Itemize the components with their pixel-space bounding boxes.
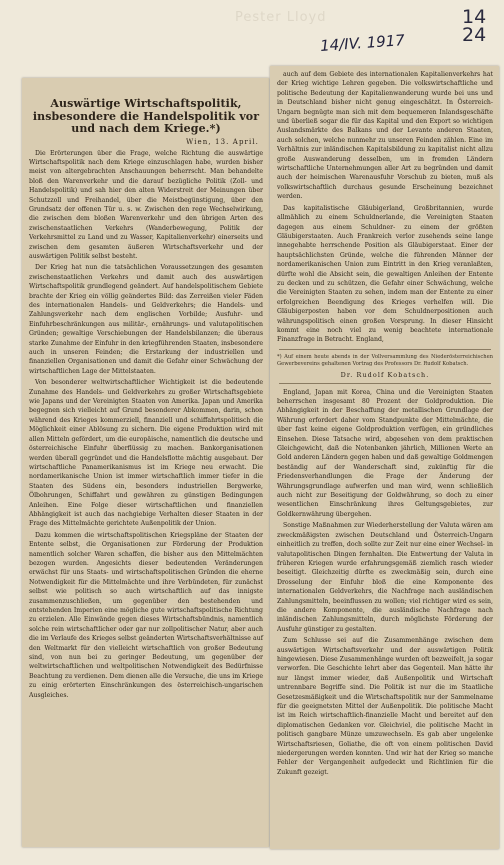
footnote: *) Auf einem heute abends in der Vollversammlung des Niederösterreichischen Gewerbevereins gehaltenen Vortrag des Professors Dr. Rudolf Kobatsch. <box>277 353 493 368</box>
clipping-left-column <box>22 78 269 847</box>
paragraph: Dazu kommen die wirtschaftspolitischen Kriegspläne der Staaten der Entente selbst, die Organisationen zur Förderung der Produktion namentlich solcher Waren schaffen, die bisher aus den Mittelmächten bezogen wurden. Angesichts dieser bedeutenden Veränderungen erwächst für uns Staats- und wirtschaftspolitischen Gründen die eherne Notwendigkeit für die Mittelmächte und ihre Verbündeten, für zunächst selbst wie politisch so auch wirtschaftlich auf das innigste zusammenzuschließen, um gegenüber den bestehenden und entstehenden Imperien eine mögliche gute wirtschaftspolitische Richtung zu erzielen. Alle Einwände gegen dieses Wirtschaftsbündnis, namentlich solche rein wirtschaftlicher oder gar nur zollpolitischer Natur, aber auch die im Verlaufe des Krieges selbst geänderten Wirtschaftsverhältnisse auf den Weltmarkt für den vielleicht wirtschaftlich von großer Bedeutung sind, von nun bei zu geringer Bedeutung, um gegenüber der weltwirtschaftlichen und weltpolitischen Notwendigkeit des Bedürfnisse Beachtung zu verdienen. Dem dienen alle die Versuche, die uns im Kriege zu einig erörterten Einschränkungen des österreichisch-ungarischen Ausgleiches. <box>29 531 263 699</box>
paragraph: Die Erörterungen über die Frage, welche Richtung die auswärtige Wirtschaftspolitik nach dem Kriege einzuschlagen habe, wurden bisher meist von altergebrachten Anschauungen beherrscht. Man behandelte bloß den Warenverkehr und die darauf bezügliche Politik (Zoll- und Handelspolitik) und sah hier den alten Widerstreit der Meinungen über Schutzzoll und Freihandel, über die Meistbegünstigung, über den Grundsatz der offenen Tür u. s. w. Zwischen den rege Wechselwirkung, die zwischen dem bloßen Warenverkehr und den übrigen Arten des zwischenstaatlichen Verkehrs (Wanderbewegung, Politik der Verkehrsmittel zu Land und zu Wasser, Kapitalienverkehr) einerseits und zwischen dem gesamten äußeren Wirtschaftsverkehr und der auswärtigen Politik selbst besteht. <box>29 149 263 260</box>
paragraph: Zum Schlusse sei auf die Zusammenhänge zwischen dem auswärtigen Wirtschaftsverkehr und der auswärtigen Politik hingewiesen. Diese Zusammenhänge wurden oft bezweifelt, ja sogar verworfen. Die Geschichte lehrt aber das Gegenteil. Man hätte ihr nur längst immer wieder, daß Außenpolitik und Wirtschaft untrennbare Begriffe sind. Die Politik ist nur die im Staatliche Gesetzesmäßigkeit und die Wirtschaftspolitik nur der Sammelname für die geeignetsten Mittel der Außenpolitik. Die politische Macht ist im Reich wirtschaftlich-finanzielle Macht und bereitet auf den diplomatischen Gedanken vor. Gleichviel, die politische Macht in politisch gangbare Münze umzuwechseln. Es gab aber ungelenke Wirtschaftsriesen, Goliathe, die oft von einem politischen David niedergerungen werden konnten. Und wir hat der Krieg so manche Fehler der Vergangenheit aufgedeckt und Richtlinien für die Zukunft gezeigt. <box>277 637 493 776</box>
dateline: Wien, 13. April. <box>186 137 259 146</box>
footnote-divider <box>279 349 491 350</box>
handwritten-date: 14/IV. 1917 <box>319 31 406 55</box>
section-divider <box>279 383 491 384</box>
paragraph: Von besonderer weltwirtschaftlicher Wichtigkeit ist die bedeutende Zunahme des Handels- und Geldverkehrs zu großer Wirtschaftsgebiete wie Japans und der Vereinigten Staaten von Amerika. Japan und Amerika begegnen sich vielleicht auf Grund besonderer Abkommen, darin, schon während des Krieges kommerziell, finanziell und schiffahrtspolitisch die Möglichkeit einer Ablösung zu sichern. Die eigene Produktion wird mit allen Mitteln gefördert, um die europäische, namentlich die deutsche und österreichische Einfuhr überflüssig zu machen. Bankorganisationen werden überall gegründet und die Handelsflotte mächtig ausgebaut. Der wirtschaftliche Panamerikanismus ist im Kriege neu erwacht. Die nordamerikanische Union ist immer wirtschaftlich immer tiefer in die Staaten des Südens ein, besonders industriellen Bergwerke, Ölbohrungen, Schiffahrt und gewähren zu günstigen Bedingungen Anleihen. Eine Folge dieser wirtschaftlichen und finanziellen Abhängigkeit ist auch das nachgiebige Verhalten dieser Staaten in der Frage des Mittelmächte gerichtete Außenpolitik der Union. <box>29 379 263 528</box>
paragraph: Das kapitalistische Gläubigerland, Großbritannien, wurde allmählich zu einem Schuldnerlande, die Vereinigten Staaten dagegen aus einem Schuldner- zu einem der größten Gläubigerstaaten. Auch Frankreich verlor zusehends seine lange innegehabte herrschende Position als Gläubigerstaat. Einer der hauptsächlichsten Gründe, welche die führenden Männer der nordamerikanischen Union zum Eintritt in den Krieg veranlaßten, dürfte wohl die Absicht sein, die gewaltigen Anleihen der Entente zu decken und zu schützen, die Gefahr einer Schwächung, welche die Vereinigten Staaten zu sehen, indem man der Entente zu einer erfolgreichen Beendigung des Krieges verhelfen will. Die Gläubigerposten haben vor dem Schuldnerpositionen auch währungspolitisch einen großen Vorsprung. In dieser Hinsicht kommt eine noch viel zu wenig beachtete internationale Finanzfrage in Betracht. England, <box>277 204 493 344</box>
article-headline: Auswärtige Wirtschaftspolitik, insbesondere die Handelspolitik vor und nach dem Kriege.*) <box>32 97 260 135</box>
author-signature: Dr. Rudolf Kobatsch. <box>340 370 430 379</box>
handwritten-number: 14 24 <box>462 6 487 46</box>
paragraph: auch auf dem Gebiete des internationalen Kapitalienverkehrs hat der Krieg wichtige Lehren gegeben. Die volkswirtschaftliche und politische Bedeutung der Kapitalienwanderung wurde bei uns und in Deutschland bisher nicht genug eingeschätzt. In Österreich-Ungarn begnügte man sich mit dem bequemeren Inlandsgeschäfte und überließ sogar die für das Kapital und den Export so wichtigen Auslandsmärkte des Balkans und der Levante anderen Staaten, auch solchen, welche nunmehr zu unseren Feinden zählen. Eine im Verhältnis zur inländischen Kapitalsbildung zu kapitalist nicht allzu große Auswanderung desselben, um in fremden Ländern wirtschaftliche Unternehmungen aller Art zu begründen und damit auch der heimischen Warenausfuhr Vorschub zu bieten, muß als volkswirtschaftlich durchaus gesunde Erscheinung bezeichnet werden. <box>277 71 493 201</box>
archive-stamp: Pester Lloyd <box>235 10 327 25</box>
paragraph: Der Krieg hat nun die tatsächlichen Voraussetzungen des gesamten zwischenstaatlichen Verkehrs und damit auch des auswärtigen Wirtschaftspolitik grundlegend geändert. Auf handelspolitischem Gebiete brachte der Krieg ein völlig geändertes Bild: das Zerreißen vieler Fäden des internationalen Handels- und Geldverkehrs; die Handels- und Zahlungsverkehr nach dem englischen Vorbilde; Ausfuhr- und Einfuhrbeschränkungen aus militär-, ernährungs- und valutapolitischen Gründen; gewaltige Verschiebungen der Handelsbilanzen; die überaus starke Zunahme der Einfuhr in den kriegführenden Staaten, insbesondere auch in unseren Feinden; die Erstarkung der industriellen und finanziellen Organisationen und damit die Gefahr einer Schwächung der wirtschaftlichen Lage der Mittelstaaten. <box>29 264 263 375</box>
paragraph: Sonstige Maßnahmen zur Wiederherstellung der Valuta wären am zweckmäßigsten zwischen Deutschland und Österreich-Ungarn einheitlich zu treffen, doch sollte zur Zeit nur eine einer Wechsel- in valutapolitischen Dingen fernhalten. Die Entwertung der Valuta in früheren Kriegen wurde erfahrungsgemäß ziemlich rasch wieder beseitigt. Gleichzeitig dürfte es zweckmäßig sein, durch eine Drosselung der Einfuhr bloß die eine Komponente des internationalen Geldverkehrs, die Nachfrage nach ausländischen Zahlungsmitteln, beeinflussen zu wollen; viel richtiger wird es sein, die andere Komponente, die ausländische Nachfrage nach inländischen Zahlungsmitteln, durch möglichste Förderung der Ausfuhr günstiger zu gestalten. <box>277 522 493 633</box>
clipping-right-column <box>270 66 499 849</box>
paragraph: England, Japan mit Korea, China und die Vereinigten Staaten beherrschen insgesamt 80 Prozent der Goldproduktion. Die Abhängigkeit in der Beschaffung der metallischen Grundlage der Währung erfordert daher vom Standpunkte der Mittelmächte, die über fast keine eigene Goldproduktion verfügen, ein gründliches Einsehen. Diese Tatsache wird, abgesehen von dem praktischen Gleichgewicht, daß die Notenbanken jährlich, Millionen Werte an Gold anderen Ländern gegen haben und daß gewaltige Goldmengen beständig auf der Wanderschaft sind, zukünftig für die Friedensverhandlungen die Frage der Änderung der Währungsgrundlage aufwerfen und man wird, wenn schließlich auch nicht zur Beseitigung der Goldwährung, so doch zu einer wesentlichen Einschränkung ihres Geltungsgebietes, zur Goldkernwährung übergehen. <box>277 388 493 518</box>
